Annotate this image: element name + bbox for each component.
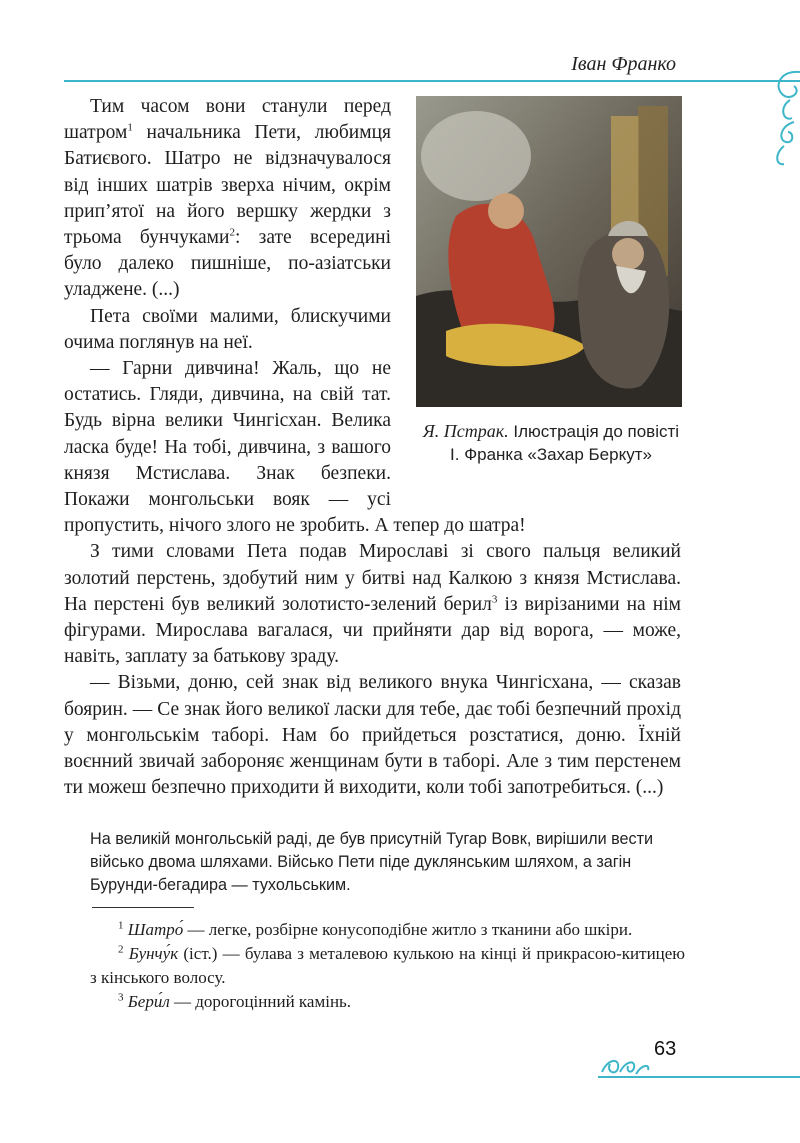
- illustration-spacer: [391, 94, 681, 512]
- footnote-term: Шатро́: [127, 920, 184, 939]
- footnote-term: Бунчу́к: [128, 944, 179, 963]
- footnote-number: 2: [118, 943, 124, 956]
- corner-swirl-icon: [720, 62, 800, 172]
- footnote: [90, 942, 685, 990]
- text-segment: Пета своїми малими, блискучими очима поглянув на неї.: [64, 305, 391, 353]
- text-segment: — Гарни дивчина! Жаль, що не остатись. Гляди, дивчина, на свій тат. Будь вірна велики Чингісхан. Велика ласка буде! На тобі, дивчина, з вашого князя Мстислава. Знак безпеки. Покажи монгольськи вояк — усі пропустить, нічого злого не зробить. А тепер до шатра!: [64, 358, 526, 537]
- footnote-ref: 2: [229, 226, 235, 239]
- footnote-number: 1: [118, 919, 124, 932]
- text-segment: начальника Пети, любимця Батиєвого. Шатро не відзначувалося від інших шатрів зверха нічим, окрім прип’ятої на його вершку жердки з трьома бунчуками: [64, 122, 391, 249]
- footnote: [90, 918, 685, 942]
- page-number: 63: [654, 1038, 677, 1060]
- footnotes: [90, 918, 685, 1014]
- text-segment: З тими словами Пета подав Мирославі зі свого пальця великий золотий перстень, здобутий ним у битві над Калкою з князя Мстислава. На перстені був великий золотисто-зелений берил: [64, 541, 681, 615]
- footnote-definition: — дорогоцінний камінь.: [169, 992, 352, 1011]
- paragraph: [64, 539, 681, 670]
- footnote-number: 3: [118, 991, 124, 1004]
- footnote-definition: (іст.) — булава з металевою кулькою на кінці й прикрасою-китицею з кінського волосу.: [90, 944, 686, 987]
- bottom-swirl-icon: [600, 1044, 660, 1078]
- running-header-author: Іван Франко: [571, 53, 676, 75]
- header-rule: [64, 80, 800, 82]
- caption-text: Ілюстрація до повісті І. Франка «Захар Беркут»: [450, 422, 680, 464]
- caption-artist: Я. Пстрак.: [422, 421, 509, 441]
- main-text: [64, 94, 681, 801]
- footnote: [90, 990, 685, 1014]
- footnote-rule: [92, 907, 194, 908]
- footnote-term: Бери́л: [127, 992, 170, 1011]
- summary-block: [90, 828, 685, 896]
- text-segment: : зате всередині було далеко пишніше, по-азіатськи уладжене. (...): [64, 227, 391, 301]
- text-segment: Тим часом вони станули перед шатром: [64, 96, 391, 144]
- text-segment: — Візьми, доню, сей знак від великого внука Чингісхана, — сказав боярин. — Се знак його великої ласки для тебе, дає тобі безпечний прохід у монгольськім таборі. Нам бо прийдеться розстатися, доню. Їхній воєнний звичай забороняє женщинам бути в таборі. Але з тим перстенем ти можеш безпечно приходити й виходити, коли тобі запотребиться. (...): [64, 672, 681, 799]
- paragraph: [64, 670, 681, 801]
- summary-text: На великій монгольській раді, де був присутній Тугар Вовк, вирішили вести військо двома шляхами. Військо Пети піде дуклянським шляхом, а загін Бурунди-бегадира — тухольським.: [90, 830, 654, 894]
- footnote-definition: — легке, розбірне конусоподібне житло з тканини або шкіри.: [183, 920, 633, 939]
- footnote-ref: 3: [491, 593, 498, 606]
- text-segment: із вирізаними на нім фігурами. Мирослава вагалася, чи прийняти дар від ворога, — може, навіть, заплату за батькову зраду.: [64, 593, 681, 668]
- footnote-ref: 1: [127, 121, 133, 134]
- footer-rule: [598, 1076, 800, 1078]
